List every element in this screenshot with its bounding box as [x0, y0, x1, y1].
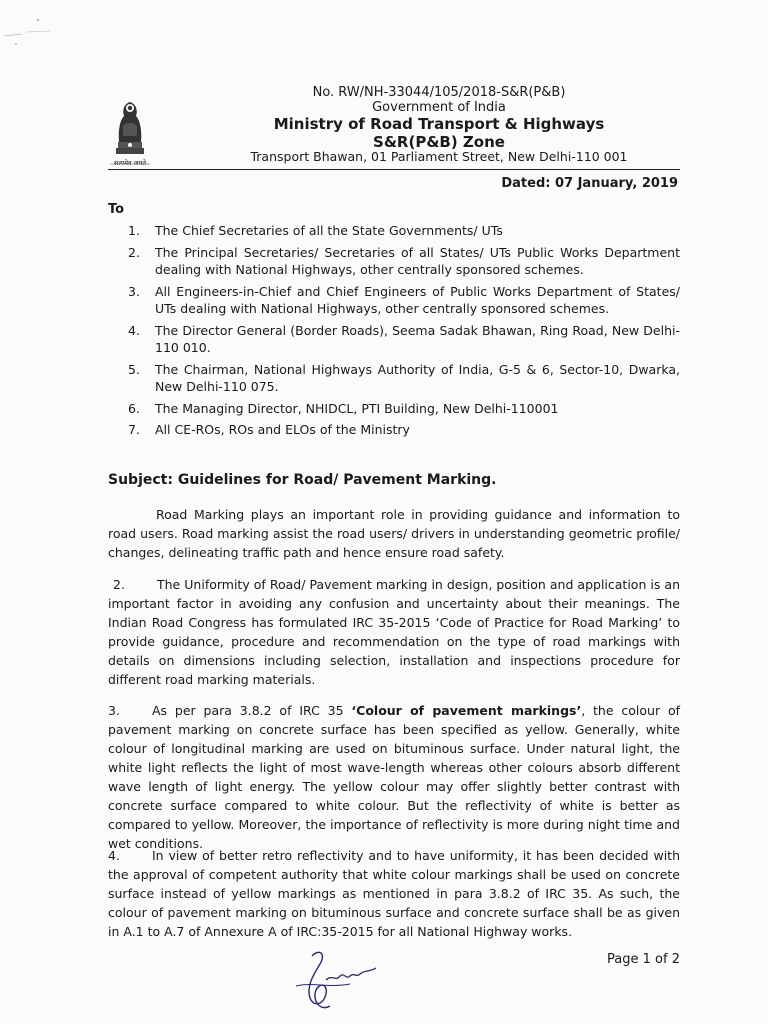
paragraph-1: Road Marking plays an important role in providing guidance and information to road users. Road marking assist the road users/ drivers in understanding geometric profile/ changes, delineating traffic path and hence ensure road safety. — [108, 507, 680, 560]
emblem-caption: सत्यमेव जयते — [114, 159, 146, 167]
paragraph-number: 4. — [108, 848, 120, 863]
paragraph-text: The Uniformity of Road/ Pavement marking in design, position and application is an important factor in avoiding any confusion and uncertainty about their meanings. The Indian Road Congress has formulated IRC 35-2015 ‘Code of Practice for Road Marking’ to provide guidance, procedure and recommendation on the type of road markings with details on dimensions including selection, installation and inspections procedure for different road marking materials. — [108, 577, 680, 687]
list-item — [128, 222, 680, 240]
list-number: 4. — [128, 322, 140, 338]
list-text: The Chief Secretaries of all the State Governments/ UTs — [155, 223, 503, 238]
list-text: The Director General (Border Roads), Seema Sadak Bhawan, Ring Road, New Delhi-110 010. — [155, 322, 680, 355]
paragraph-number: 3. — [108, 703, 120, 718]
list-item — [128, 244, 680, 279]
list-text: The Managing Director, NHIDCL, PTI Building, New Delhi-110001 — [155, 400, 559, 416]
paragraph-text: In view of better retro reflectivity and to have uniformity, it has been decided with the approval of competent authority that white colour markings shall be used on concrete surface instead of yellow markings as mentioned in para 3.8.2 of IRC 35. As such, the colour of pavement marking on bituminous surface and concrete surface shall be as given in A.1 to A.7 of Annexure A of IRC:35-2015 for all National Highway works. — [108, 848, 680, 939]
scan-marks — [0, 0, 60, 60]
signature — [290, 946, 380, 1016]
list-number: 3. — [128, 283, 140, 299]
to-label: To — [108, 202, 125, 217]
zone-title: S&R(P&B) Zone — [373, 133, 505, 151]
list-item — [128, 361, 680, 396]
paragraph-number: 2. — [113, 577, 125, 592]
recipient-list — [128, 222, 680, 443]
list-number: 1. — [128, 223, 140, 238]
paragraph-emphasis: ‘Colour of pavement markings’ — [351, 703, 582, 718]
list-item — [128, 400, 680, 418]
list-text: The Chairman, National Highways Authority of India, G-5 & 6, Sector-10, Dwarka, New Delhi-110 075. — [155, 361, 680, 394]
header-divider — [108, 169, 680, 170]
list-item — [128, 421, 680, 439]
list-item — [128, 322, 680, 357]
paragraph-3 — [108, 701, 680, 853]
paragraph-2 — [108, 575, 680, 689]
list-text: All CE-ROs, ROs and ELOs of the Ministry — [155, 422, 410, 437]
page-number: Page 1 of 2 — [607, 952, 680, 967]
list-number: 2. — [128, 244, 140, 260]
office-address: Transport Bhawan, 01 Parliament Street, New Delhi-110 001 — [250, 149, 628, 164]
list-number: 6. — [128, 400, 140, 416]
list-text: The Principal Secretaries/ Secretaries of all States/ UTs Public Works Department dealing with National Highways, other centrally sponsored schemes. — [155, 244, 680, 277]
ministry-title: Ministry of Road Transport & Highways — [273, 115, 605, 133]
subject-line: Subject: Guidelines for Road/ Pavement Marking. — [108, 472, 497, 488]
list-number: 5. — [128, 361, 140, 377]
letter-date: Dated: 07 January, 2019 — [501, 176, 678, 191]
list-number: 7. — [128, 422, 140, 437]
paragraph-4 — [108, 846, 680, 941]
paragraph-text: , the colour of pavement marking on concrete surface has been specified as yellow. Generally, white colour of longitudinal marking are used on bituminous surface. Under natural light, the white light reflects the light of most wave-length whereas other colours absorb different wave length of light energy. The yellow colour may offer slightly better contrast with concrete surface compared to white colour. But the reflectivity of white is better as compared to yellow. Moreover, the importance of reflectivity is more during night time and wet conditions. — [108, 703, 680, 851]
government-line: Government of India — [372, 100, 506, 115]
list-text: All Engineers-in-Chief and Chief Engineers of Public Works Department of States/ UTs dealing with National Highways, other centrally sponsored schemes. — [155, 283, 680, 316]
paragraph-text: As per para 3.8.2 of IRC 35 — [152, 703, 352, 718]
reference-number: No. RW/NH-33044/105/2018-S&R(P&B) — [312, 85, 566, 100]
list-item — [128, 283, 680, 318]
